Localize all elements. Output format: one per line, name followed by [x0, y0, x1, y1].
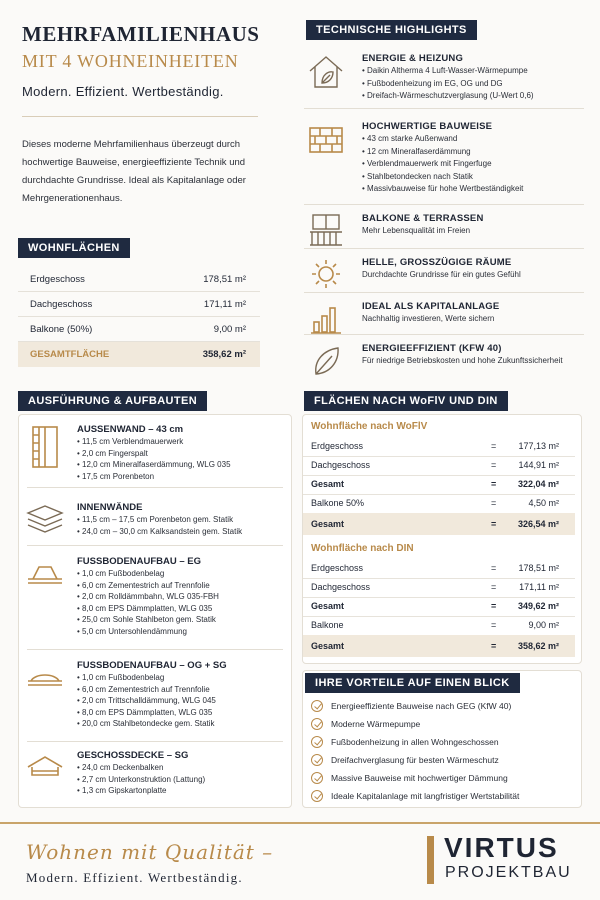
aufbau-line: • 1,0 cm Fußbodenbelag: [77, 569, 165, 578]
footer-divider: [0, 822, 600, 824]
house-leaf-icon: [306, 52, 346, 92]
roof-ceiling-icon: [25, 751, 65, 781]
row-name: Dachgeschoss: [311, 582, 371, 592]
aufbau-title: INNENWÄNDE: [77, 502, 143, 513]
row-value: 171,11 m²: [203, 299, 246, 310]
row-name: Gesamt: [311, 601, 345, 611]
din-heading: Wohnfläche nach DIN: [311, 543, 414, 554]
row-value: 358,62 m²: [517, 641, 559, 651]
aufbau-title: FUSSBODENAUFBAU – OG + SG: [77, 660, 227, 671]
divider: [304, 292, 584, 293]
total-value: 358,62 m²: [202, 349, 246, 360]
aufbau-line: • 2,0 cm Rolldämmbahn, WLG 035-FBH: [77, 592, 219, 602]
divider: [27, 649, 283, 650]
table-row: [18, 317, 260, 342]
highlight-title: ENERGIEEFFIZIENT (KFW 40): [362, 343, 502, 354]
highlight-line: • Fußbodenheizung im EG, OG und DG: [362, 78, 503, 88]
row-value: 171,11 m²: [519, 582, 559, 592]
list-item-text: Energieeffiziente Bauweise nach GEG (KfW 40): [331, 701, 512, 711]
list-item: [311, 715, 571, 733]
table-row: [18, 292, 260, 317]
wall-section-icon: [25, 425, 65, 455]
highlight-title: ENERGIE & HEIZUNG: [362, 53, 464, 64]
highlight-title: HOCHWERTIGE BAUWEISE: [362, 121, 493, 132]
aufbau-line: • 5,0 cm Untersohlendämmung: [77, 626, 187, 636]
section-label-flaechen: FLÄCHEN NACH WoFlV UND DIN: [304, 391, 508, 411]
sun-icon: [306, 256, 346, 296]
aufbau-line: • 2,7 cm Unterkonstruktion (Lattung): [77, 774, 206, 784]
list-item-text: Fußbodenheizung in allen Wohngeschossen: [331, 737, 499, 747]
page-title: MEHRFAMILIENHAUS: [22, 22, 260, 46]
list-item-text: Dreifachverglasung für besten Wärmeschutz: [331, 755, 499, 765]
table-row: [303, 616, 575, 635]
row-name: Erdgeschoss: [30, 274, 85, 285]
row-value: 177,13 m²: [518, 441, 559, 451]
table-row: [303, 494, 575, 513]
check-circle-icon: [311, 754, 323, 766]
row-value: 9,00 m²: [213, 324, 246, 335]
equals-sign: =: [491, 641, 497, 651]
row-value: 4,50 m²: [528, 498, 559, 508]
footer-tagline: Modern. Effizient. Wertbeständig.: [26, 870, 243, 885]
layers-icon: [25, 503, 65, 533]
row-name: Gesamt: [311, 519, 345, 529]
list-item: [311, 787, 571, 805]
aufbau-title: AUSSENWAND – 43 cm: [77, 424, 184, 435]
table-row: [303, 578, 575, 597]
row-name: Dachgeschoss: [311, 460, 371, 470]
divider: [27, 741, 283, 742]
aufbau-line: • 25,0 cm Sohle Stahlbeton gem. Statik: [77, 615, 216, 625]
logo-subline: PROJEKTBAU: [445, 864, 572, 881]
vorteile-panel: [302, 670, 582, 808]
highlight-line: • Dreifach-Wärmeschutzverglasung (U-Wert 0,6): [362, 91, 534, 100]
row-name: Erdgeschoss: [311, 563, 364, 573]
aufbau-line: • 8,0 cm EPS Dämmplatten, WLG 035: [77, 603, 213, 613]
flaechen-panel: [302, 414, 582, 664]
row-name: Balkone: [311, 620, 344, 630]
list-item: [311, 733, 571, 751]
highlight-line: Für niedrige Betriebskosten und hohe Zukunftssicherheit: [362, 356, 563, 365]
aufbau-line: • 24,0 cm – 30,0 cm Kalksandstein gem. Statik: [77, 526, 243, 536]
list-item-text: Ideale Kapitalanlage mit langfristiger Wertstabilität: [331, 791, 520, 801]
table-row: [18, 267, 260, 292]
table-row-subtotal: [303, 597, 575, 616]
highlight-title: BALKONE & TERRASSEN: [362, 213, 484, 224]
row-name: Balkone (50%): [30, 324, 93, 335]
aufbau-line: • 2,0 cm Fingerspalt: [77, 448, 148, 458]
row-value: 178,51 m²: [518, 563, 559, 573]
woflv-heading: Wohnfläche nach WoFlV: [311, 421, 428, 432]
aufbau-line: • 1,0 cm Fußbodenbelag: [77, 673, 165, 682]
divider: [27, 545, 283, 546]
divider: [27, 487, 283, 488]
aufbau-line: • 8,0 cm EPS Dämmplatten, WLG 035: [77, 707, 213, 717]
row-name: Erdgeschoss: [311, 441, 364, 451]
highlight-line: Nachhaltig investieren, Werte sichern: [362, 314, 495, 323]
intro-text: Dieses moderne Mehrfamilienhaus überzeugt durch hochwertige Bauweise, energieeffiziente Technik und durchdachte Grundrisse. Ideal als Kapitalanlage oder Mehrgenerationenhaus.: [22, 139, 246, 204]
equals-sign: =: [491, 563, 497, 573]
equals-sign: =: [491, 460, 497, 470]
tagline: Modern. Effizient. Wertbeständig.: [22, 84, 224, 99]
equals-sign: =: [491, 519, 497, 529]
aufbau-line: • 12,0 cm Mineralfaserdämmung, WLG 035: [77, 460, 231, 470]
logo-wordmark: VIRTUS: [444, 832, 559, 863]
aufbau-line: • 24,0 cm Deckenbalken: [77, 763, 164, 772]
divider: [304, 248, 584, 249]
section-label-wohnflaechen: WOHNFLÄCHEN: [18, 238, 130, 258]
aufbau-title: GESCHOSSDECKE – SG: [77, 750, 189, 761]
highlight-title: HELLE, GROSSZÜGIGE RÄUME: [362, 257, 512, 268]
footer-slogan: Wohnen mit Qualität –: [26, 840, 274, 864]
logo-accent-bar: [427, 836, 434, 884]
aufbau-line: • 17,5 cm Porenbeton: [77, 471, 155, 481]
list-item-text: Moderne Wärmepumpe: [331, 719, 421, 729]
section-label-vorteile: IHRE VORTEILE AUF EINEN BLICK: [305, 673, 520, 693]
row-value: 326,54 m²: [517, 519, 559, 529]
row-value: 322,04 m²: [517, 479, 559, 489]
ausfuehrung-panel: [18, 414, 292, 808]
list-item-text: Massive Bauweise mit hochwertiger Dämmung: [331, 773, 508, 783]
aufbau-line: • 11,5 cm Verblendmauerwerk: [77, 437, 184, 446]
equals-sign: =: [491, 582, 497, 592]
list-item: [311, 751, 571, 769]
row-name: Gesamt: [311, 641, 345, 651]
aufbau-title: FUSSBODENAUFBAU – EG: [77, 556, 202, 567]
row-value: 349,62 m²: [517, 601, 559, 611]
section-label-ausfuehrung: AUSFÜHRUNG & AUFBAUTEN: [18, 391, 207, 411]
highlight-line: • Verblendmauerwerk mit Fingerfuge: [362, 159, 492, 168]
aufbau-line: • 6,0 cm Zementestrich auf Trennfolie: [77, 684, 210, 694]
equals-sign: =: [491, 479, 497, 489]
leaf-icon: [306, 342, 346, 382]
divider: [304, 334, 584, 335]
table-row-total: [303, 635, 575, 657]
highlight-line: • 12 cm Mineralfaserdämmung: [362, 146, 471, 156]
floor-layers-icon: [25, 557, 65, 587]
highlight-title: IDEAL ALS KAPITALANLAGE: [362, 301, 500, 312]
aufbau-line: • 2,0 cm Trittschalldämmung, WLG 045: [77, 696, 216, 706]
total-label: GESAMTFLÄCHE: [30, 349, 110, 360]
aufbau-line: • 11,5 cm – 17,5 cm Porenbeton gem. Statik: [77, 515, 234, 524]
list-item: [311, 769, 571, 787]
balcony-icon: [306, 212, 346, 252]
aufbau-line: • 6,0 cm Zementestrich auf Trennfolie: [77, 580, 210, 590]
table-row-subtotal: [303, 475, 575, 494]
aufbau-line: • 20,0 cm Stahlbetondecke gem. Statik: [77, 719, 215, 729]
aufbau-line: • 1,3 cm Gipskartonplatte: [77, 786, 167, 796]
row-value: 9,00 m²: [528, 620, 559, 630]
highlight-line: Durchdachte Grundrisse für ein gutes Gefühl: [362, 270, 521, 279]
row-name: Dachgeschoss: [30, 299, 93, 310]
divider: [22, 116, 258, 117]
row-value: 144,91 m²: [518, 460, 559, 470]
row-name: Gesamt: [311, 479, 345, 489]
section-label-highlights: TECHNISCHE HIGHLIGHTS: [306, 20, 477, 40]
highlight-line: • Stahlbetondecken nach Statik: [362, 171, 473, 181]
divider: [304, 108, 584, 109]
highlight-line: Mehr Lebensqualität im Freien: [362, 226, 471, 235]
table-row-total: [303, 513, 575, 535]
check-circle-icon: [311, 772, 323, 784]
row-name: Balkone 50%: [311, 498, 365, 508]
equals-sign: =: [491, 620, 497, 630]
check-circle-icon: [311, 790, 323, 802]
divider: [304, 204, 584, 205]
check-circle-icon: [311, 736, 323, 748]
check-circle-icon: [311, 700, 323, 712]
highlight-line: • Massivbauweise für hohe Wertbeständigkeit: [362, 184, 524, 193]
page-subtitle: MIT 4 WOHNEINHEITEN: [22, 51, 239, 71]
check-circle-icon: [311, 718, 323, 730]
floor-layers-upper-icon: [25, 661, 65, 691]
wohnflaechen-table: [18, 267, 260, 367]
table-row-total: [18, 342, 260, 367]
table-row: [303, 437, 575, 456]
table-row: [303, 456, 575, 475]
brick-wall-icon: [306, 120, 346, 160]
equals-sign: =: [491, 601, 497, 611]
row-value: 178,51 m²: [203, 274, 246, 285]
highlight-line: • Daikin Altherma 4 Luft-Wasser-Wärmepumpe: [362, 66, 528, 75]
highlight-line: • 43 cm starke Außenwand: [362, 134, 458, 143]
table-row: [303, 559, 575, 578]
equals-sign: =: [491, 498, 497, 508]
list-item: [311, 697, 571, 715]
equals-sign: =: [491, 441, 497, 451]
